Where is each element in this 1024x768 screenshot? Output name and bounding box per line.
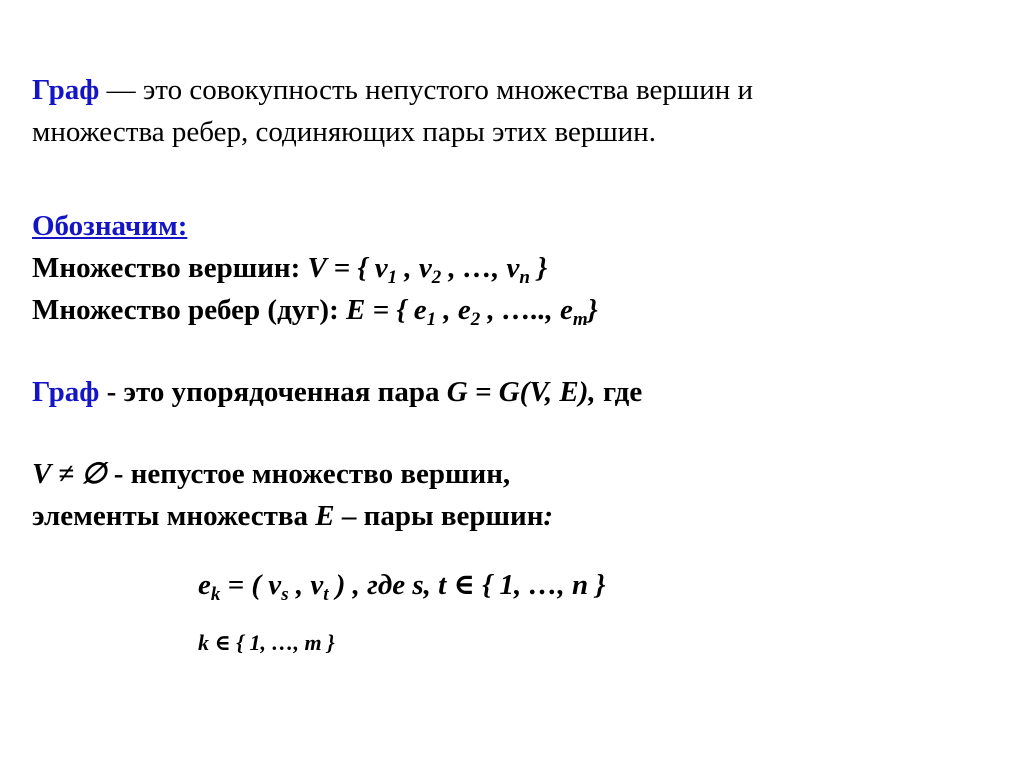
vertices-formula-part: , v (397, 252, 432, 284)
pair-definition-line (32, 374, 642, 410)
elements-line (32, 498, 553, 534)
vertices-line (32, 250, 547, 286)
vertices-formula-part: } (529, 252, 548, 284)
edges-sub-m: m (572, 309, 588, 330)
elements-var: E (315, 500, 335, 532)
edges-line (32, 292, 598, 328)
edge-formula-part: ) , где (328, 569, 413, 601)
edges-sub-1: 1 (426, 309, 437, 330)
edges-label: Множество ребер (дуг): (32, 294, 346, 326)
definition-term: Граф (32, 74, 100, 106)
edges-formula-part: , ….., e (480, 294, 573, 326)
edge-formula-part: e (198, 569, 211, 601)
edge-formula-range: s, t ∈ { 1, …, n } (412, 569, 606, 601)
edges-formula-part: E = { e (346, 294, 427, 326)
pair-middle: - это упорядоченная пара (99, 376, 447, 408)
pair-formula: G = G(V, E), (446, 376, 596, 408)
edge-formula-part: , v (288, 569, 324, 601)
elements-text: элементы множества (32, 500, 316, 532)
nonempty-line (32, 456, 510, 492)
edges-formula (346, 294, 598, 330)
vertices-formula-part: , …, v (441, 252, 520, 284)
definition-line-2 (32, 114, 656, 150)
notation-heading-line (32, 208, 187, 244)
nonempty-text: - непустое множество вершин, (106, 458, 511, 490)
definition-text-2: множества ребер, содиняющих пары этих вершин. (32, 116, 656, 148)
edge-sub-k: k (210, 584, 221, 605)
edges-formula-part: } (587, 294, 598, 326)
vertices-sub-n: n (519, 267, 530, 288)
edges-sub-2: 2 (470, 309, 481, 330)
elements-colon: : (543, 500, 554, 532)
definition-text-1: — это совокупность непустого множества вершин и (99, 74, 754, 106)
k-formula: k ∈ { 1, …, m } (198, 630, 335, 655)
pair-term: Граф (32, 376, 100, 408)
edges-formula-part: , e (436, 294, 471, 326)
vertices-formula-part: V = { v (307, 252, 388, 284)
vertices-sub-2: 2 (431, 267, 442, 288)
vertices-label: Множество вершин: (32, 252, 308, 284)
elements-tail: – пары вершин (334, 500, 544, 532)
k-formula-line (198, 628, 335, 658)
definition-line-1 (32, 72, 753, 108)
vertices-sub-1: 1 (387, 267, 398, 288)
nonempty-formula: V ≠ ∅ (32, 458, 107, 490)
pair-tail: где (595, 376, 643, 408)
edge-sub-s: s (281, 584, 289, 605)
notation-heading: Обозначим: (32, 210, 188, 242)
vertices-formula (307, 252, 548, 288)
edge-formula-line (198, 567, 606, 603)
edge-formula-part: = ( v (220, 569, 282, 601)
edge-sub-t: t (323, 584, 329, 605)
